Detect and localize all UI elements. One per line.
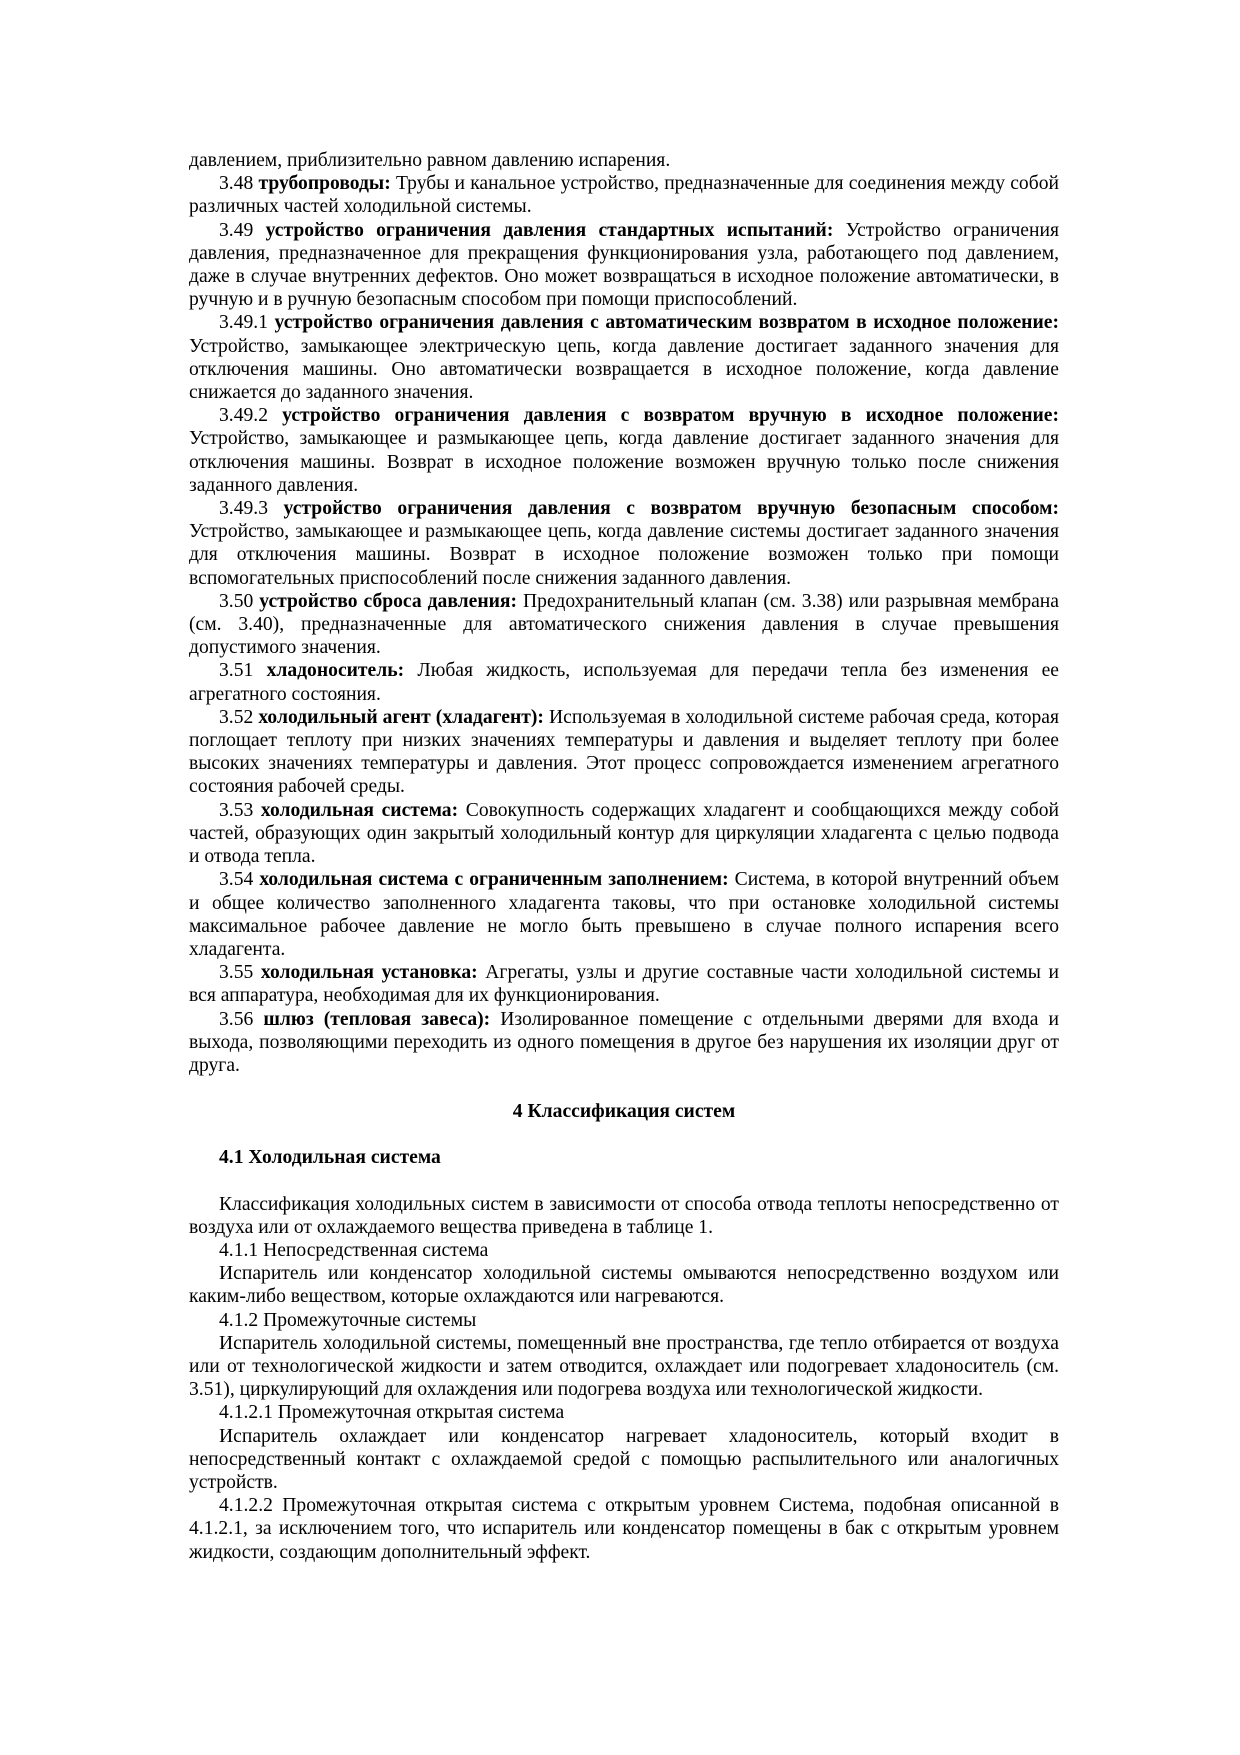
definition-number: 3.55 <box>219 962 254 984</box>
definition-term: устройство ограничения давления с автоматическим возвратом в исходное положение: <box>274 312 1059 334</box>
definition-term: трубопроводы: <box>258 173 391 195</box>
definition-text: Устройство, замыкающее и размыкающее цепь, когда давление системы достигает заданного значения для отключения машины. Возврат в исходное положение возможен только при помощи вспомогательных приспособлений после снижения заданного давления. <box>189 521 1059 589</box>
definition-text: Устройство, замыкающее электрическую цепь, когда давление достигает заданного значения для отключения машины. Оно автоматически возвращается в исходное положение, когда давление снижается до заданного значения. <box>189 335 1059 404</box>
definition-3-49-2 <box>189 404 1059 497</box>
definition-term: устройство ограничения давления стандартных испытаний: <box>265 219 834 241</box>
definition-term: устройство ограничения давления с возвратом вручную безопасным способом: <box>283 498 1059 520</box>
definition-text: Совокупность содержащих хладагент и сообщающихся между собой частей, образующих один закрытый холодильный контур для циркуляции хладагента с целью подвода и отвода тепла. <box>189 799 1060 868</box>
definition-text: Трубы и канальное устройство, предназначенные для соединения между собой различных частей холодильной системы. <box>189 173 1059 218</box>
definition-3-54 <box>189 868 1059 961</box>
definition-term: холодильная установка: <box>260 962 478 984</box>
section-paragraph: Испаритель охлаждает или конденсатор нагревает хладоноситель, который входит в непосредственный контакт с охлаждаемой средой с помощью распылительного или аналогичных устройств. <box>189 1425 1059 1493</box>
section-paragraph: Испаритель холодильной системы, помещенный вне пространства, где тепло отбирается от воздуха или от технологической жидкости и затем отводится, охлаждает или подогревает хладоноситель (см. 3.51), циркулирующий для охлаждения или подогрева воздуха или технологической жидкости. <box>189 1332 1059 1401</box>
definition-text: Используемая в холодильной системе рабочая среда, которая поглощает теплоту при низких значениях температуры и давления и выделяет теплоту при более высоких значениях температуры и давления. Этот процесс сопровождается изменением агрегатного состояния рабочей среды. <box>189 706 1060 798</box>
definition-text: Устройство, замыкающее и размыкающее цепь, когда давление достигает заданного значения для отключения машины. Возврат в исходное положение возможен вручную только после снижения заданного давления. <box>189 428 1059 496</box>
definition-term: шлюз (тепловая завеса): <box>263 1008 491 1030</box>
definition-number: 3.51 <box>219 660 254 682</box>
definition-3-53 <box>189 799 1059 869</box>
continuation-text: давлением, приблизительно равном давлению испарения. <box>189 150 671 171</box>
definition-3-52 <box>189 706 1059 799</box>
definition-number: 3.50 <box>219 590 254 612</box>
section-heading: 4 Классификация систем <box>512 1101 736 1123</box>
definition-3-49-1 <box>189 311 1059 404</box>
definition-term: холодильная система с ограниченным заполнением: <box>259 869 729 891</box>
definition-number: 3.56 <box>219 1008 254 1030</box>
definition-number: 3.53 <box>219 799 254 821</box>
section-paragraph: Классификация холодильных систем в зависимости от способа отвода теплоты непосредственно от воздуха или от охлаждаемого вещества приведена в таблице 1. <box>189 1193 1059 1238</box>
definition-3-56 <box>189 1008 1059 1078</box>
definition-number: 3.49.1 <box>219 312 268 334</box>
definition-3-55 <box>189 961 1059 1007</box>
definition-3-50 <box>189 590 1059 660</box>
clause-heading: 4.1.2 Промежуточные системы <box>219 1309 477 1331</box>
definition-text: Агрегаты, узлы и другие составные части холодильной системы и вся аппаратура, необходимая для их функционирования. <box>189 962 1059 1007</box>
definition-3-49 <box>189 219 1059 312</box>
definition-term: хладоноситель: <box>266 660 405 682</box>
definition-number: 3.54 <box>219 869 254 891</box>
definition-term: холодильная система: <box>260 799 459 821</box>
definition-text: Любая жидкость, используемая для передачи тепла без изменения ее агрегатного состояния. <box>189 660 1059 705</box>
definition-term: устройство сброса давления: <box>259 590 518 612</box>
section-paragraph: Испаритель или конденсатор холодильной системы омываются непосредственно воздухом или каким-либо веществом, которые охлаждаются или нагреваются. <box>189 1263 1059 1308</box>
definition-3-49-3 <box>189 497 1059 590</box>
definition-text: Изолированное помещение с отдельными дверями для входа и выхода, позволяющими переходить из одного помещения в другое без нарушения их изоляции друг от друга. <box>189 1008 1059 1076</box>
definition-number: 3.49.2 <box>219 405 268 427</box>
definition-term: устройство ограничения давления с возвратом вручную в исходное положение: <box>282 405 1059 427</box>
definition-term: холодильный агент (хладагент): <box>258 706 544 728</box>
definition-number: 3.48 <box>219 173 254 195</box>
clause-heading: 4.1.1 Непосредственная система <box>219 1239 489 1261</box>
definition-text: Система, в которой внутренний объем и общее количество заполненного хладагента таковы, что при остановке холодильной системы максимальное рабочее давление не могло быть превышено в случае полного испарения всего хладагента. <box>189 869 1059 960</box>
clause-heading: 4.1.2.1 Промежуточная открытая система <box>219 1402 565 1424</box>
document-page <box>189 149 1059 1564</box>
definition-text: Устройство ограничения давления, предназначенное для прекращения функционирования узла, работающего под давлением, даже в случае внутренних дефектов. Оно может возвращаться в исходное положение автоматически, в ручную и в ручную безопасным способом при помощи приспособлений. <box>189 219 1059 311</box>
definition-text: Предохранительный клапан (см. 3.38) или разрывная мембрана (см. 3.40), предназначенные для автоматического снижения давления в случае превышения допустимого значения. <box>189 590 1059 659</box>
definition-number: 3.49 <box>219 219 254 241</box>
subsection-heading: 4.1 Холодильная система <box>219 1147 441 1169</box>
definition-number: 3.52 <box>219 706 254 728</box>
section-paragraph: 4.1.2.2 Промежуточная открытая система с открытым уровнем Система, подобная описанной в 4.1.2.1, за исключением того, что испаритель или конденсатор помещены в бак с открытым уровнем жидкости, создающим дополнительный эффект. <box>189 1495 1059 1563</box>
definition-3-51 <box>189 659 1059 705</box>
definition-number: 3.49.3 <box>219 498 268 520</box>
definition-3-48 <box>189 172 1059 218</box>
